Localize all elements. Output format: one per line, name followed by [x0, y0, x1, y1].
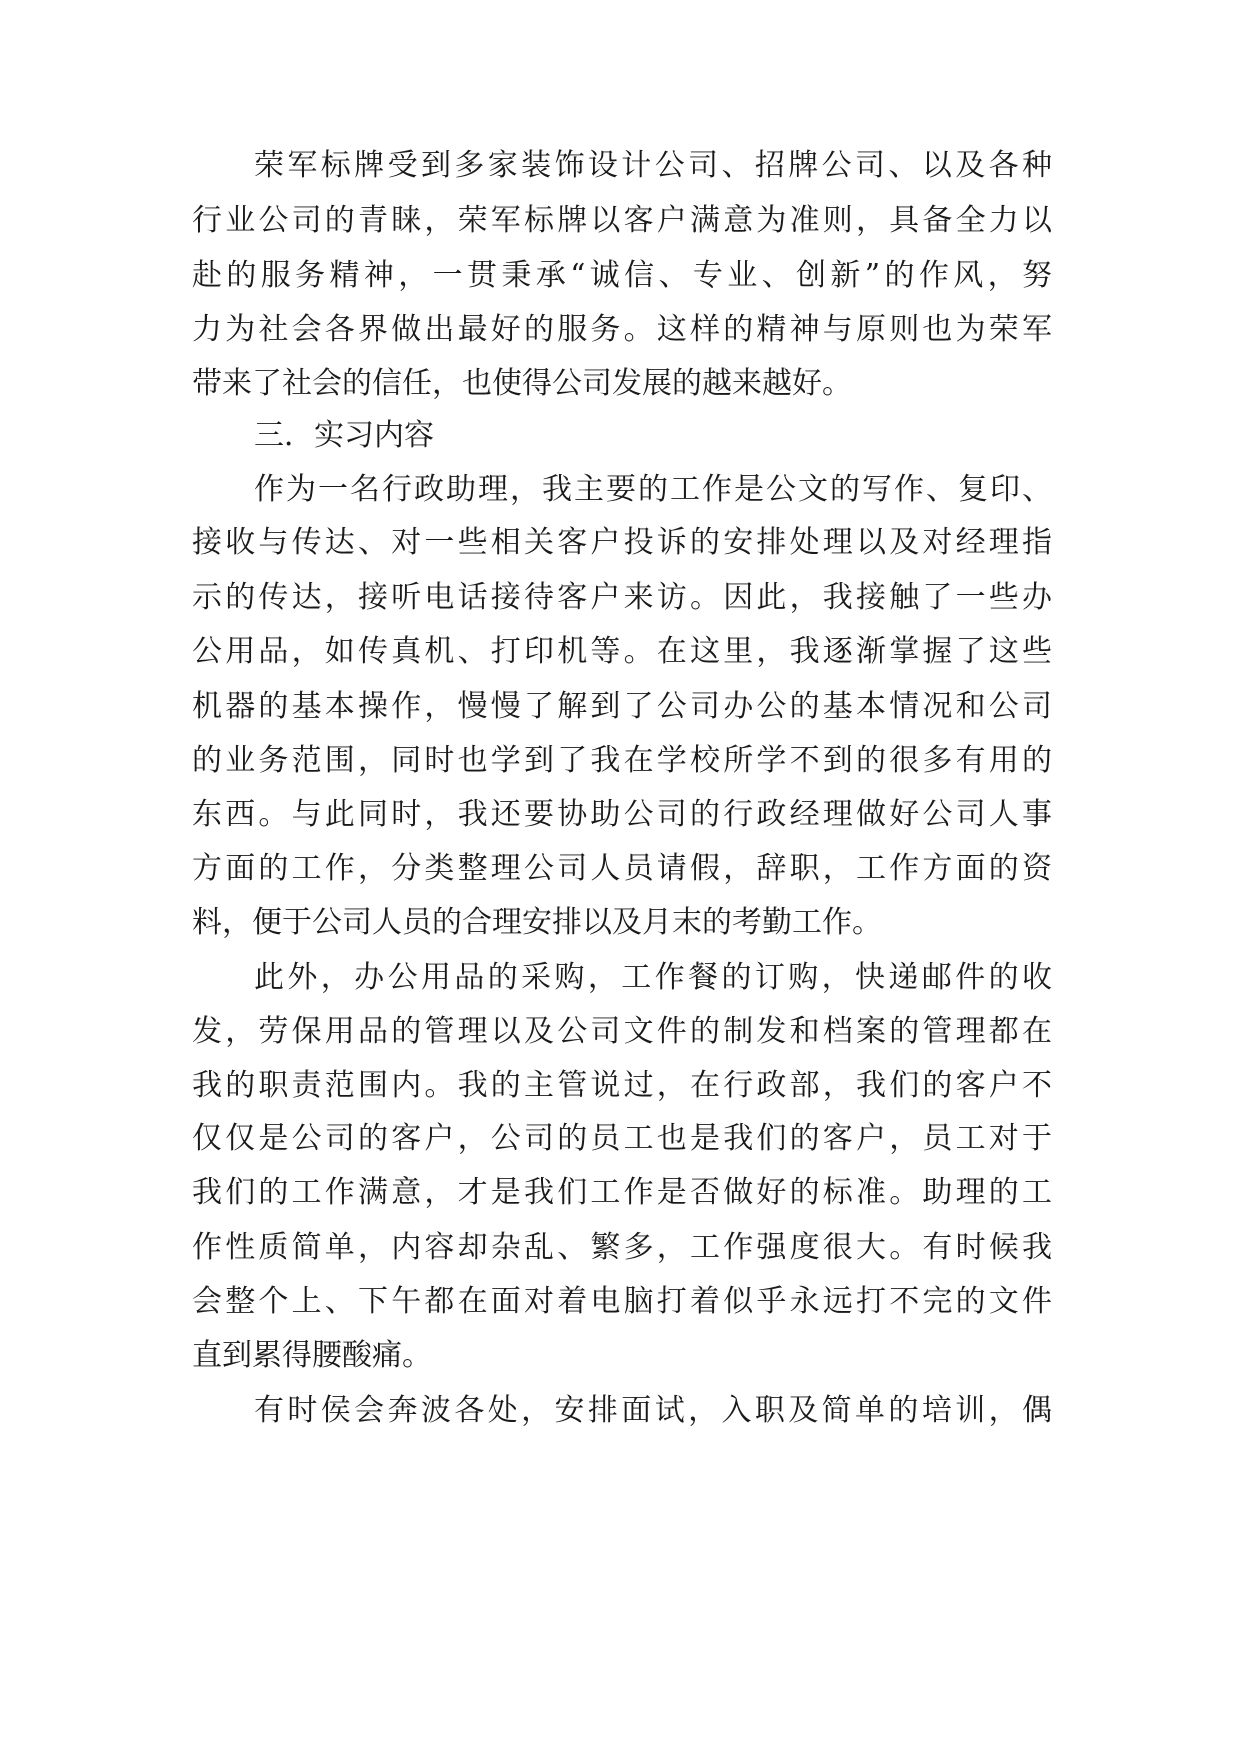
paragraph-2-line-6: 的业务范围，同时也学到了我在学校所学不到的很多有用的 — [192, 743, 1052, 778]
paragraph-2-line-4: 公用品，如传真机、打印机等。在这里，我逐渐掌握了这些 — [192, 634, 1052, 669]
paragraph-2-line-1: 作为一名行政助理，我主要的工作是公文的写作、复印、 — [254, 472, 1052, 507]
paragraph-2-line-8: 方面的工作，分类整理公司人员请假，辞职，工作方面的资 — [192, 851, 1052, 886]
paragraph-3-line-7: 会整个上、下午都在面对着电脑打着似乎永远打不完的文件 — [192, 1284, 1052, 1319]
paragraph-2-line-2: 接收与传达、对一些相关客户投诉的安排处理以及对经理指 — [192, 525, 1052, 560]
paragraph-3-line-1: 此外，办公用品的采购，工作餐的订购，快递邮件的收 — [254, 960, 1052, 995]
paragraph-1-line-2: 行业公司的青睐，荣军标牌以客户满意为准则，具备全力以 — [192, 203, 1052, 238]
paragraph-1-line-1: 荣军标牌受到多家装饰设计公司、招牌公司、以及各种 — [254, 148, 1052, 183]
paragraph-4-line-1: 有时侯会奔波各处，安排面试，入职及简单的培训，偶 — [254, 1393, 1052, 1428]
section-heading: 三．实习内容 — [254, 418, 434, 453]
paragraph-3-line-3: 我的职责范围内。我的主管说过，在行政部，我们的客户不 — [192, 1068, 1052, 1103]
paragraph-2-line-5: 机器的基本操作，慢慢了解到了公司办公的基本情况和公司 — [192, 689, 1052, 724]
paragraph-2-line-9: 料，便于公司人员的合理安排以及月末的考勤工作。 — [192, 905, 882, 940]
paragraph-2-line-7: 东西。与此同时，我还要协助公司的行政经理做好公司人事 — [192, 797, 1052, 832]
paragraph-1-line-3: 赴的服务精神，一贯秉承“诚信、专业、创新”的作风，努 — [192, 258, 1052, 293]
paragraph-2-line-3: 示的传达，接听电话接待客户来访。因此，我接触了一些办 — [192, 580, 1052, 615]
paragraph-1-line-4: 力为社会各界做出最好的服务。这样的精神与原则也为荣军 — [192, 312, 1052, 347]
paragraph-3-line-4: 仅仅是公司的客户，公司的员工也是我们的客户，员工对于 — [192, 1121, 1052, 1156]
paragraph-3-line-2: 发，劳保用品的管理以及公司文件的制发和档案的管理都在 — [192, 1014, 1052, 1049]
paragraph-3-line-5: 我们的工作满意，才是我们工作是否做好的标准。助理的工 — [192, 1175, 1052, 1210]
paragraph-3-line-6: 作性质简单，内容却杂乱、繁多，工作强度很大。有时候我 — [192, 1230, 1052, 1265]
paragraph-3-line-8: 直到累得腰酸痛。 — [192, 1338, 432, 1373]
paragraph-1-line-5: 带来了社会的信任，也使得公司发展的越来越好。 — [192, 366, 852, 401]
